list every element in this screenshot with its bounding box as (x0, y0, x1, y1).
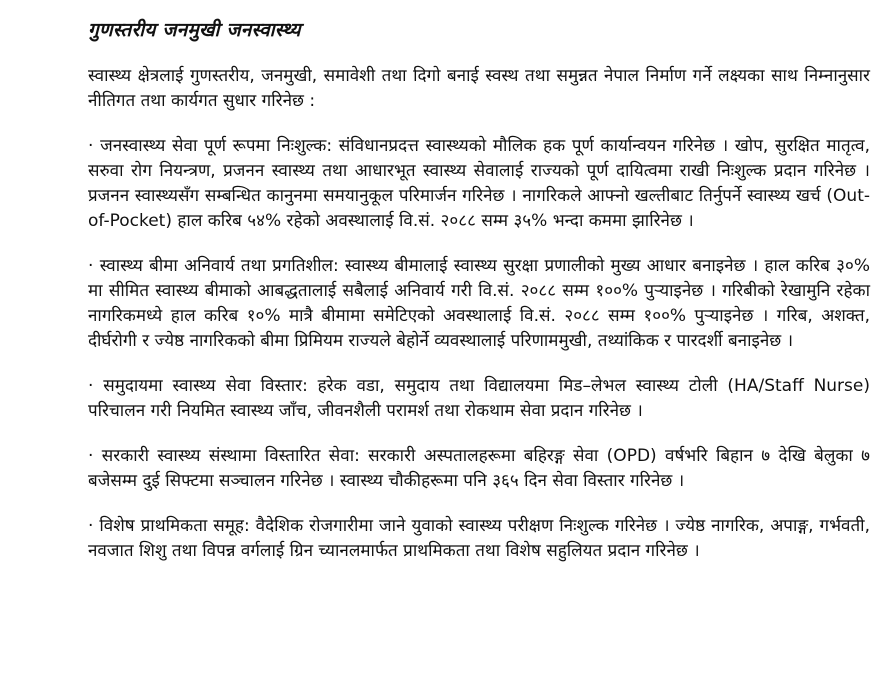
intro-paragraph: स्वास्थ्य क्षेत्रलाई गुणस्तरीय, जनमुखी, समावेशी तथा दिगो बनाई स्वस्थ तथा समुन्नत नेपाल निर्माण गर्ने लक्ष्यका साथ निम्नानुसार नीतिगत तथा कार्यगत सुधार गरिनेछ : (88, 66, 870, 111)
point-health-insurance: · स्वास्थ्य बीमा अनिवार्य तथा प्रगतिशील: स्वास्थ्य बीमालाई स्वास्थ्य सुरक्षा प्रणालीको मुख्य आधार बनाइनेछ । हाल करिब ३०% मा सीमित स्वास्थ्य बीमाको आबद्धतालाई सबैलाई अनिवार्य गरी वि.सं. २०८८ सम्म १००% पुऱ्याइनेछ । गरिबीको रेखामुनि रहेका नागरिकमध्ये हाल करिब १०% मात्रै बीमामा समेटिएको अवस्थालाई वि.सं. २०८८ सम्म १००% पुऱ्याइनेछ । गरिब, अशक्त, दीर्घरोगी र ज्येष्ठ नागरिकको बीमा प्रिमियम राज्यले बेहोर्ने व्यवस्थालाई परिणाममुखी, तथ्यांकिक र पारदर्शी बनाइनेछ । (88, 256, 870, 351)
point-community-health: · समुदायमा स्वास्थ्य सेवा विस्तार: हरेक वडा, समुदाय तथा विद्यालयमा मिड–लेभल स्वास्थ्य टोली (HA/Staff Nurse) परिचालन गरी नियमित स्वास्थ्य जाँच, जीवनशैली परामर्श तथा रोकथाम सेवा प्रदान गरिनेछ । (88, 376, 870, 421)
section-heading: गुणस्तरीय जनमुखी जनस्वास्थ्य (88, 19, 301, 41)
point-extended-government-services: · सरकारी स्वास्थ्य संस्थामा विस्तारित सेवा: सरकारी अस्पतालहरूमा बहिरङ्ग सेवा (OPD) वर्षभरि बिहान ७ देखि बेलुका ७ बजेसम्म दुई सिफ्टमा सञ्चालन गरिनेछ । स्वास्थ्य चौकीहरूमा पनि ३६५ दिन सेवा विस्तार गरिनेछ । (88, 446, 870, 491)
point-free-public-health: · जनस्वास्थ्य सेवा पूर्ण रूपमा निःशुल्क: संविधानप्रदत्त स्वास्थ्यको मौलिक हक पूर्ण कार्यान्वयन गरिनेछ । खोप, सुरक्षित मातृत्व, सरुवा रोग नियन्त्रण, प्रजनन स्वास्थ्य तथा आधारभूत स्वास्थ्य सेवालाई राज्यको पूर्ण दायित्वमा राखी निःशुल्क प्रदान गरिनेछ । प्रजनन स्वास्थ्यसँग सम्बन्धित कानुनमा समयानुकूल परिमार्जन गरिनेछ । नागरिकले आफ्नो खल्तीबाट तिर्नुपर्ने स्वास्थ्य खर्च (Out-of-Pocket) हाल करिब ५४% रहेको अवस्थालाई वि.सं. २०८८ सम्म ३५% भन्दा कममा झारिनेछ । (88, 136, 870, 231)
point-priority-groups: · विशेष प्राथमिकता समूह: वैदेशिक रोजगारीमा जाने युवाको स्वास्थ्य परीक्षण निःशुल्क गरिनेछ । ज्येष्ठ नागरिक, अपाङ्ग, गर्भवती, नवजात शिशु तथा विपन्न वर्गलाई ग्रिन च्यानलमार्फत प्राथमिकता तथा विशेष सहुलियत प्रदान गरिनेछ । (88, 516, 870, 561)
